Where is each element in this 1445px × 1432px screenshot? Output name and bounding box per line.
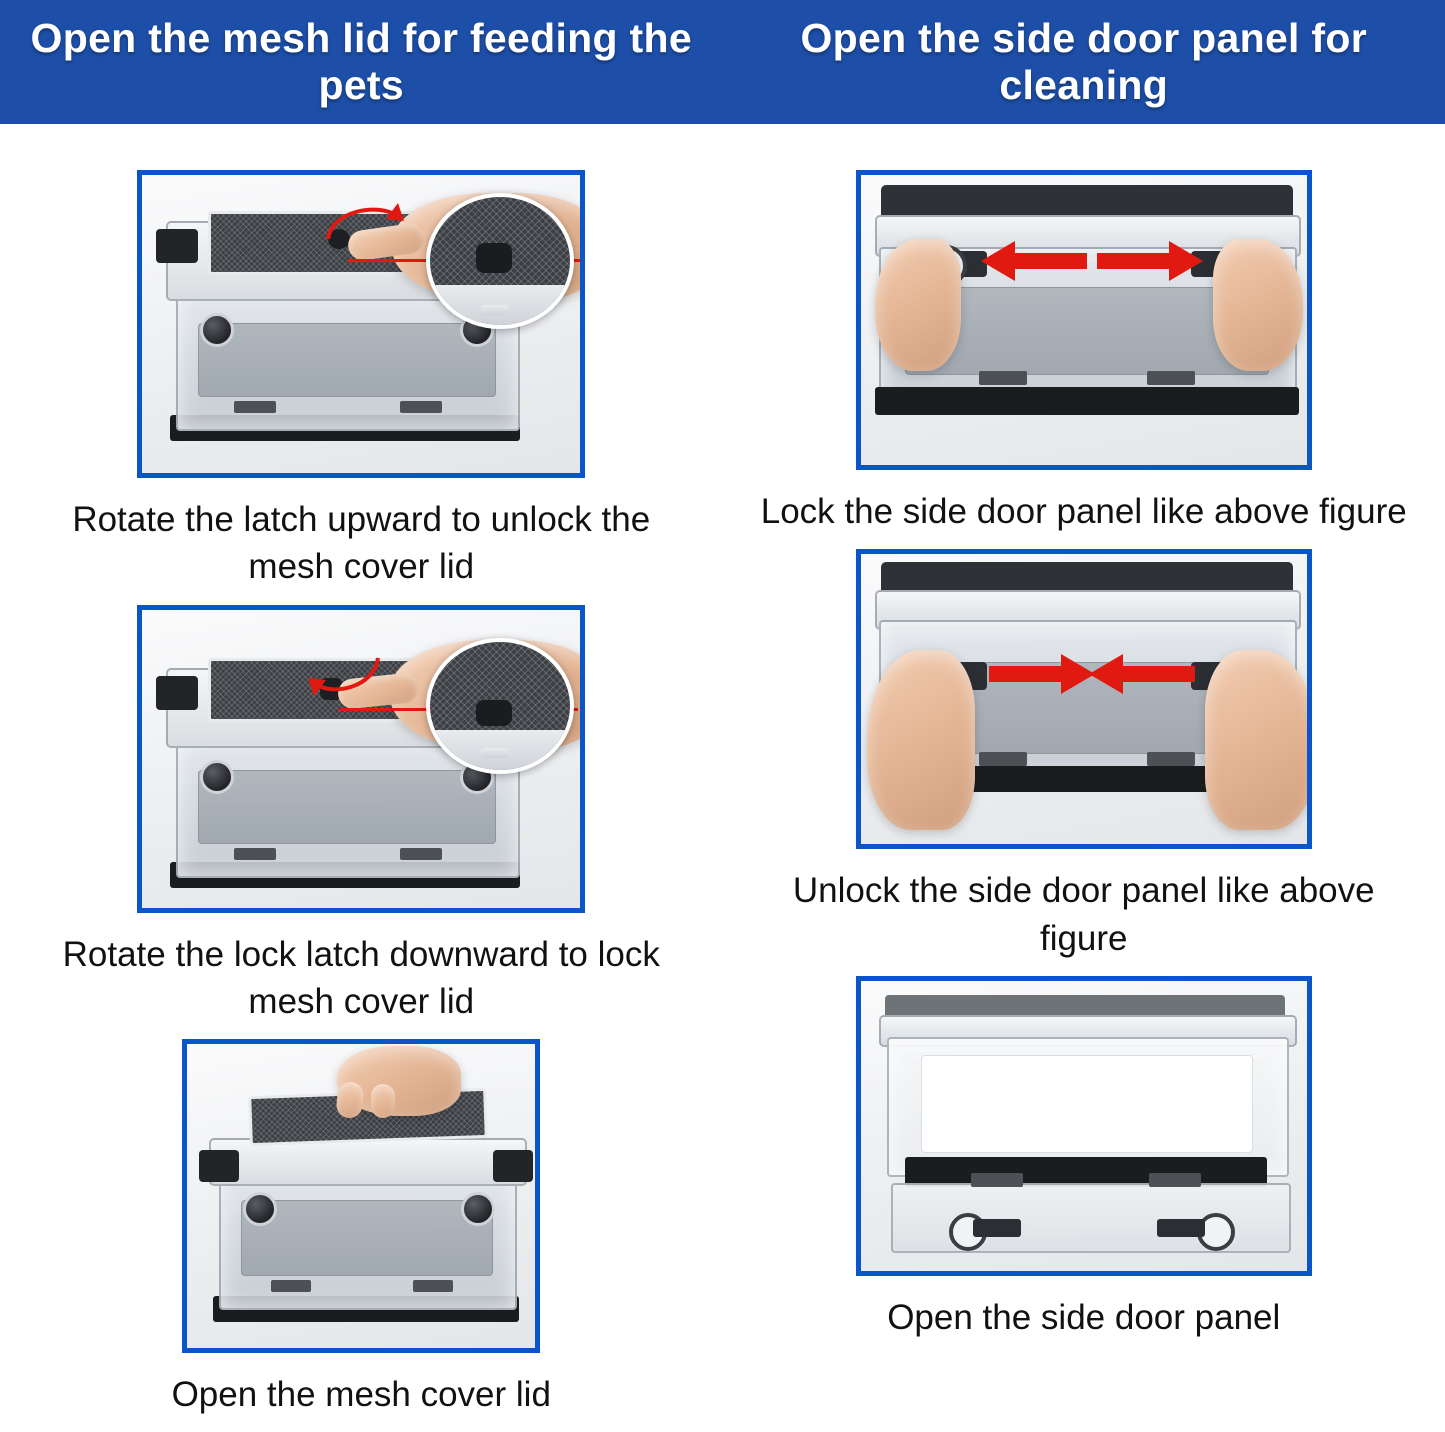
door-lock-knob-left	[200, 760, 234, 794]
hinge-left	[979, 371, 1027, 385]
hand-left	[875, 239, 961, 371]
step-open-mesh-cover-lid	[172, 1039, 551, 1432]
hand-right	[1205, 650, 1312, 830]
header-banner	[0, 0, 1445, 124]
tank-inner-panel	[198, 770, 496, 844]
photo-rotate-latch-downward	[137, 605, 585, 913]
callout-latch	[476, 700, 512, 726]
callout-latch-slot	[480, 305, 510, 315]
tank-inner-panel	[198, 323, 496, 397]
step-rotate-latch-downward	[31, 605, 691, 1040]
lock-track-left	[973, 1219, 1021, 1237]
photo-open-mesh-cover-lid	[182, 1039, 540, 1353]
hand-left	[867, 650, 975, 830]
rotate-up-arrow	[318, 195, 408, 249]
tank-illustration	[142, 175, 580, 473]
hinge-right	[413, 1280, 453, 1292]
door-lock-knob-left	[243, 1192, 277, 1226]
tank-clip-left	[199, 1150, 239, 1182]
tank-base	[875, 387, 1299, 415]
hinge-right	[1147, 752, 1195, 766]
hinge-left	[271, 1280, 311, 1292]
caption-unlock-side-door-panel: Unlock the side door panel like above figure	[792, 871, 1375, 958]
hand-right	[1213, 239, 1303, 371]
latch-closeup-callout	[426, 638, 574, 774]
tank-illustration	[861, 981, 1307, 1271]
index-finger	[371, 1084, 395, 1118]
column-cleaning	[723, 124, 1445, 1432]
caption-rotate-latch-downward: Rotate the lock latch downward to lock mesh cover lid	[62, 934, 660, 1021]
latch-closeup-callout	[426, 193, 574, 329]
photo-lock-side-door-panel	[856, 170, 1312, 470]
caption-open-side-door-panel: Open the side door panel	[887, 1297, 1281, 1337]
header-title-right: Open the side door panel for cleaning	[800, 14, 1367, 108]
caption-rotate-latch-upward: Rotate the latch upward to unlock the mesh cover lid	[72, 500, 651, 587]
rotate-down-arrow	[302, 646, 392, 702]
step-unlock-side-door-panel	[754, 549, 1414, 976]
hinge-right	[1147, 371, 1195, 385]
hinge-left	[979, 752, 1027, 766]
callout-latch	[476, 243, 512, 273]
tank-illustration	[187, 1044, 535, 1348]
photo-open-side-door-panel	[856, 976, 1312, 1276]
arrow-left	[981, 237, 1091, 285]
step-rotate-latch-upward	[31, 170, 691, 605]
tank-illustration	[142, 610, 580, 908]
hinge-right	[1149, 1173, 1201, 1187]
photo-rotate-latch-upward	[137, 170, 585, 478]
step-lock-side-door-panel	[761, 170, 1407, 549]
instruction-grid	[0, 124, 1445, 1432]
arrow-right	[1093, 237, 1203, 285]
tank-illustration	[861, 175, 1307, 465]
hinge-right	[400, 401, 442, 413]
door-lock-knob-right	[461, 1192, 495, 1226]
tank-clip-left	[156, 229, 198, 263]
door-lock-knob-left	[200, 313, 234, 347]
hinge-right	[400, 848, 442, 860]
arrow-left	[1089, 650, 1199, 698]
header-title-left: Open the mesh lid for feeding the pets	[30, 14, 692, 108]
tank-interior	[921, 1055, 1253, 1153]
arrow-right	[985, 650, 1095, 698]
tank-clip-left	[156, 676, 198, 710]
hinge-left	[234, 401, 276, 413]
callout-latch-slot	[480, 748, 510, 758]
step-open-side-door-panel	[856, 976, 1312, 1355]
tank-inner-panel	[241, 1200, 493, 1276]
tank-clip-right	[493, 1150, 533, 1182]
column-feeding	[0, 124, 723, 1432]
hinge-left	[234, 848, 276, 860]
caption-open-mesh-cover-lid: Open the mesh cover lid	[171, 1375, 551, 1414]
tank-illustration	[861, 554, 1307, 844]
hinge-left	[971, 1173, 1023, 1187]
caption-lock-side-door-panel: Lock the side door panel like above figure	[760, 492, 1407, 531]
lock-track-right	[1157, 1219, 1205, 1237]
photo-unlock-side-door-panel	[856, 549, 1312, 849]
